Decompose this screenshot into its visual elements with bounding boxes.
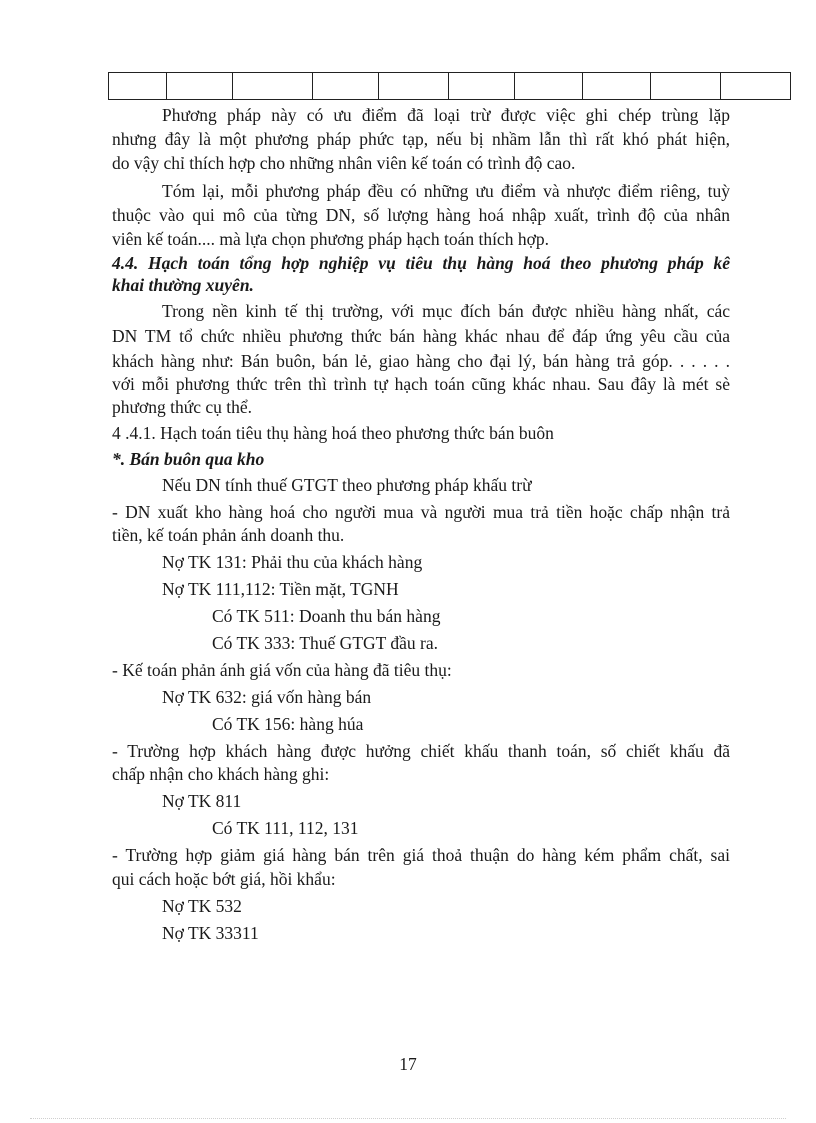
table-row [109, 73, 791, 100]
paragraph-line: Trong nền kinh tế thị trường, với mục đích bán được nhiều hàng nhất, các [162, 301, 730, 321]
journal-entry-debit: Nợ TK 33311 [162, 923, 259, 943]
journal-entry-credit: Có TK 333: Thuế GTGT đầu ra. [212, 633, 439, 653]
paragraph-line: nhưng đây là một phương pháp phức tạp, nếu bị nhầm lẫn thì rất khó phát hiện, [112, 129, 730, 149]
paragraph-line: khách hàng như: Bán buôn, bán lẻ, giao hàng cho đại lý, bán hàng trả góp. . . . . . [112, 351, 730, 371]
table-cell [515, 73, 583, 100]
paragraph-line: Phương pháp này có ưu điểm đã loại trừ được việc ghi chép trùng lặp [162, 105, 730, 125]
paragraph-line: chấp nhận cho khách hàng ghi: [112, 764, 330, 784]
paragraph-line: - DN xuất kho hàng hoá cho người mua và người mua trả tiền hoặc chấp nhận trả [112, 502, 730, 522]
journal-entry-debit: Nợ TK 532 [162, 896, 242, 916]
table-cell [313, 73, 379, 100]
section-heading: khai thường xuyên. [112, 275, 254, 295]
paragraph-line: tiền, kế toán phản ánh doanh thu. [112, 525, 345, 545]
paragraph-line: - Trường hợp giảm giá hàng bán trên giá thoả thuận do hàng kém phẩm chất, sai [112, 845, 730, 865]
section-heading: 4.4. Hạch toán tổng hợp nghiệp vụ tiêu thụ hàng hoá theo phương pháp kê [112, 253, 730, 273]
journal-entry-credit: Có TK 156: hàng húa [212, 714, 364, 734]
table-cell [651, 73, 721, 100]
page-number: 17 [399, 1054, 417, 1074]
table-cell [167, 73, 233, 100]
paragraph-line: DN TM tổ chức nhiều phương thức bán hàng khác nhau để đáp ứng yêu cầu của [112, 326, 730, 346]
journal-entry-debit: Nợ TK 131: Phải thu của khách hàng [162, 552, 423, 572]
table-cell [583, 73, 651, 100]
table-cell [379, 73, 449, 100]
table-cell [449, 73, 515, 100]
journal-entry-debit: Nợ TK 632: giá vốn hàng bán [162, 687, 372, 707]
paragraph-line: với mỗi phương thức trên thì trình tự hạch toán cũng khác nhau. Sau đây là mét sè [112, 374, 730, 394]
paragraph-line: thuộc vào qui mô của từng DN, số lượng hàng hoá nhập xuất, trình độ của nhân [112, 205, 730, 225]
page-edge-divider [30, 1118, 786, 1119]
journal-entry-credit: Có TK 111, 112, 131 [212, 818, 359, 838]
table-cell [109, 73, 167, 100]
paragraph-line: - Trường hợp khách hàng được hưởng chiết khấu thanh toán, số chiết khấu đã [112, 741, 730, 761]
journal-entry-credit: Có TK 511: Doanh thu bán hàng [212, 606, 441, 626]
paragraph-line: Tóm lại, mỗi phương pháp đều có những ưu điểm và nhược điểm riêng, tuỳ [162, 181, 730, 201]
paragraph-line: - Kế toán phản ánh giá vốn của hàng đã tiêu thụ: [112, 660, 452, 680]
journal-entry-debit: Nợ TK 111,112: Tiền mặt, TGNH [162, 579, 399, 599]
paragraph-line: Nếu DN tính thuế GTGT theo phương pháp khấu trừ [162, 475, 532, 495]
journal-entry-debit: Nợ TK 811 [162, 791, 242, 811]
table-cell [721, 73, 791, 100]
paragraph-line: viên kế toán.... mà lựa chọn phương pháp hạch toán thích hợp. [112, 229, 549, 249]
subsection-title: 4 .4.1. Hạch toán tiêu thụ hàng hoá theo phương thức bán buôn [112, 423, 554, 443]
paragraph-line: do vậy chỉ thích hợp cho những nhân viên kế toán có trình độ cao. [112, 153, 576, 173]
header-table-fragment [108, 72, 791, 100]
paragraph-line: phương thức cụ thể. [112, 397, 252, 417]
subsection-heading: *. Bán buôn qua kho [112, 449, 265, 469]
paragraph-line: qui cách hoặc bớt giá, hồi khẩu: [112, 869, 336, 889]
table-cell [233, 73, 313, 100]
